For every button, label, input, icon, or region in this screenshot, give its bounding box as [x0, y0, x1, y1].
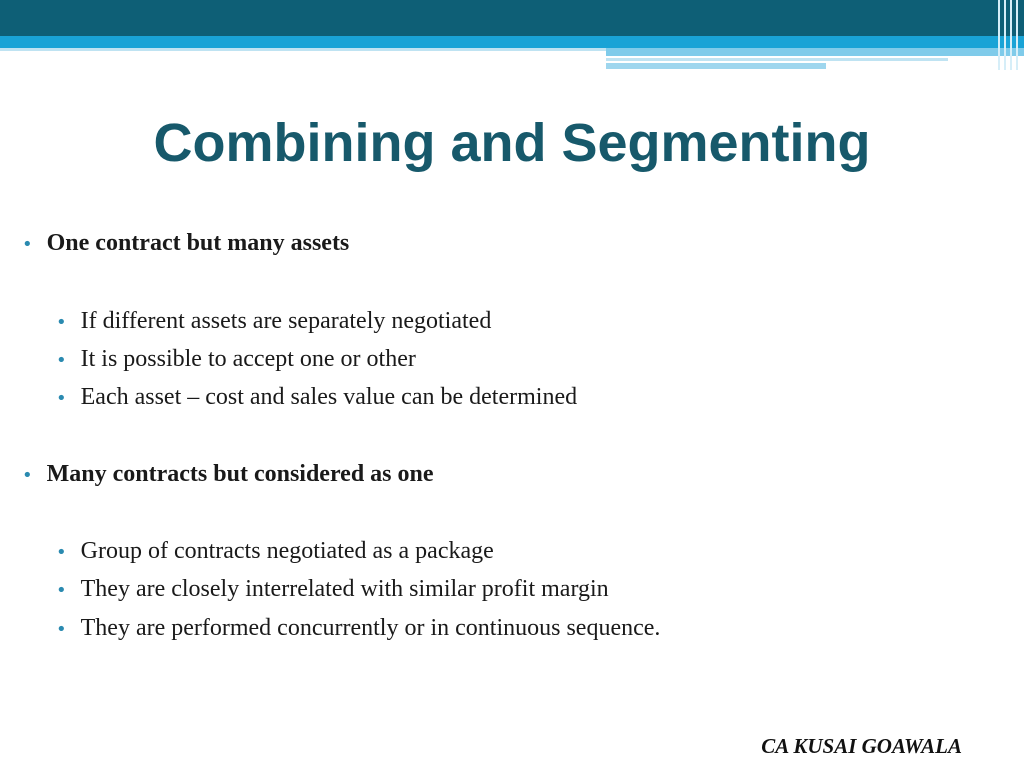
- bullet-icon: •: [56, 312, 67, 333]
- bullet-text: They are performed concurrently or in continuous sequence.: [80, 615, 661, 641]
- slide-title: Combining and Segmenting: [153, 113, 871, 173]
- bullet-icon: •: [22, 465, 33, 486]
- bullet-icon: •: [56, 388, 67, 409]
- bullet-icon: •: [56, 542, 67, 563]
- bullet-heading: [22, 230, 349, 257]
- slide-footer-author: CA KUSAI GOAWALA: [761, 734, 962, 758]
- bullet-icon: •: [56, 350, 67, 371]
- bullet-item: [56, 576, 609, 603]
- bullet-item: [56, 308, 491, 335]
- bullet-icon: •: [56, 619, 67, 640]
- bullet-item: [56, 384, 577, 411]
- bullet-text: Each asset – cost and sales value can be determined: [80, 384, 578, 410]
- bullet-item: [56, 615, 660, 642]
- bullet-item: [56, 538, 494, 565]
- bullet-heading: [22, 461, 434, 488]
- bullet-text: If different assets are separately negotiated: [80, 308, 492, 334]
- bullet-text: Many contracts but considered as one: [46, 461, 434, 487]
- bullet-icon: •: [56, 580, 67, 601]
- bullet-text: They are closely interrelated with similar profit margin: [80, 576, 609, 602]
- bullet-icon: •: [22, 234, 33, 255]
- bullet-text: Group of contracts negotiated as a package: [80, 538, 494, 564]
- bullet-item: [56, 346, 416, 373]
- bullet-text: One contract but many assets: [46, 230, 350, 256]
- bullet-text: It is possible to accept one or other: [80, 346, 416, 372]
